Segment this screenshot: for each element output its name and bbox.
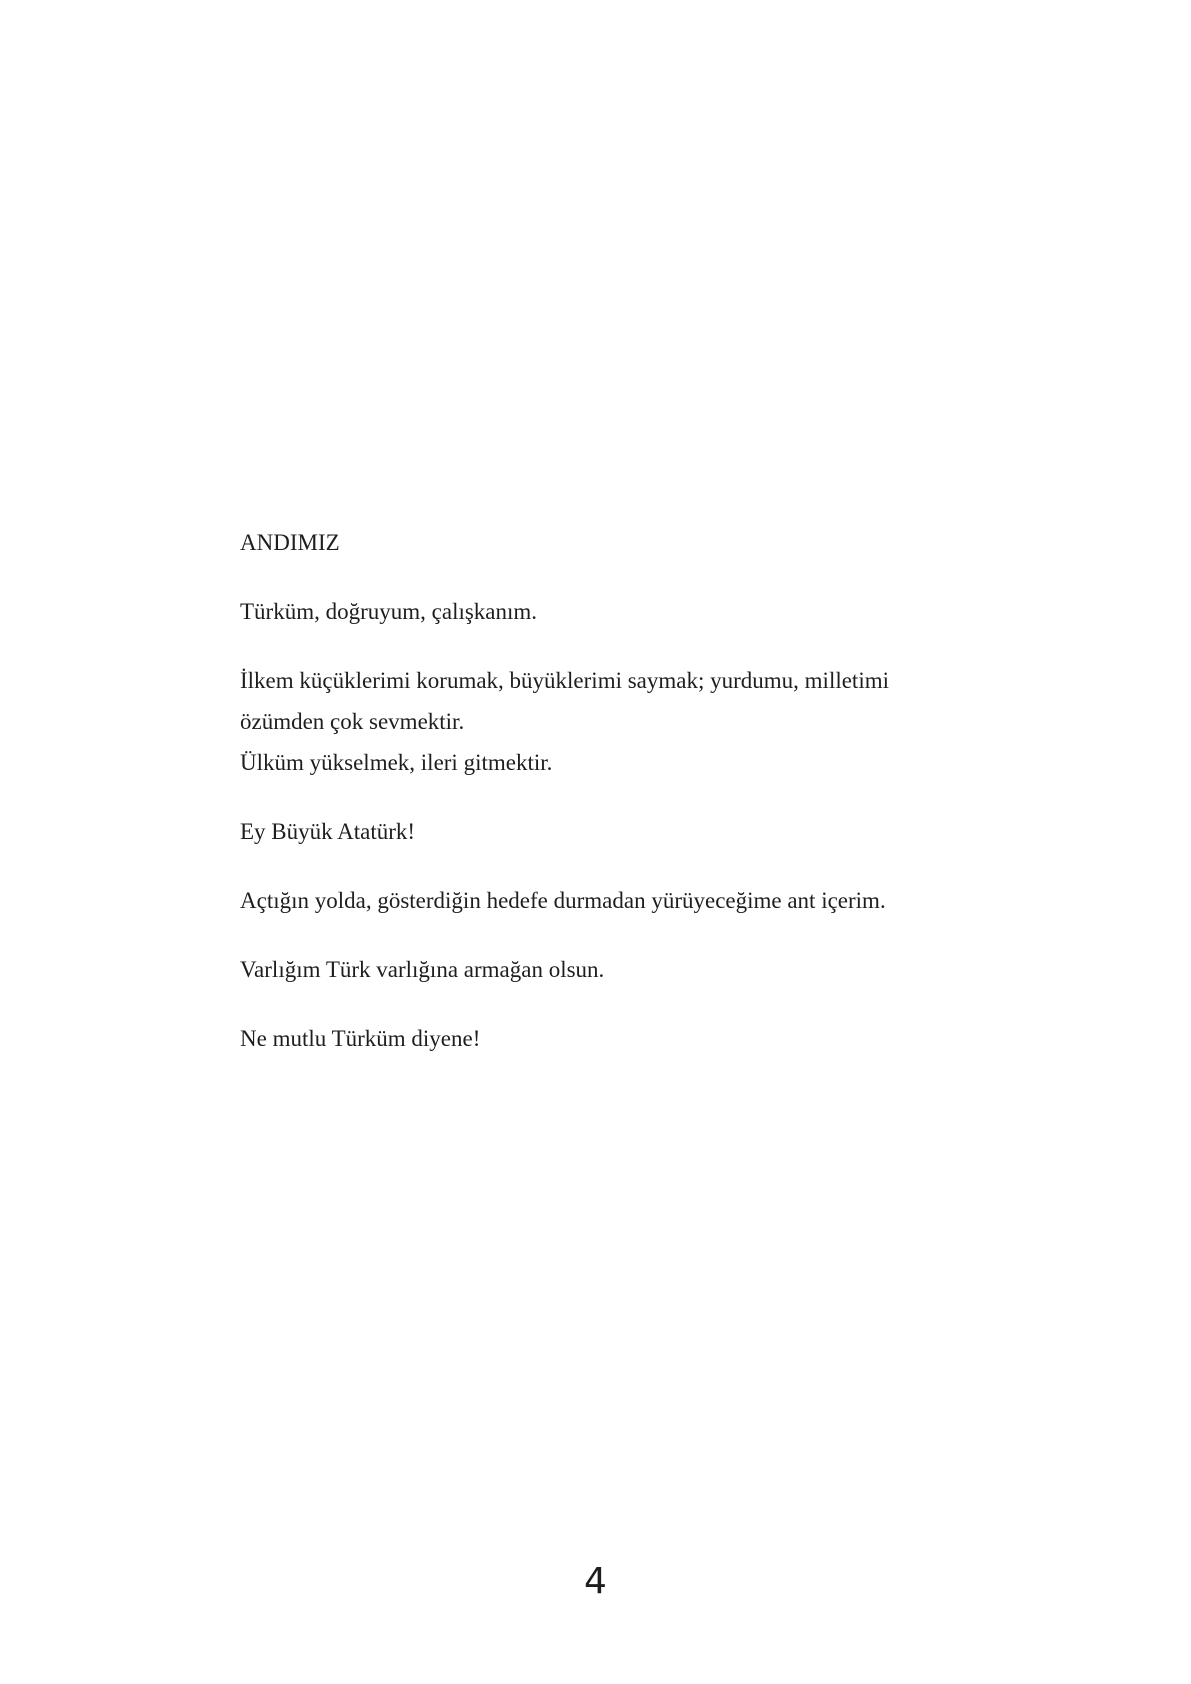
text-line: Ne mutlu Türküm diyene! bbox=[240, 1026, 481, 1051]
text-line: Açtığın yolda, gösterdiğin hedefe durmadan yürüyeceğime ant içerim. bbox=[240, 888, 886, 913]
text-line: Türküm, doğruyum, çalışkanım. bbox=[240, 599, 538, 624]
text-line: Varlığım Türk varlığına armağan olsun. bbox=[240, 957, 605, 982]
paragraph-4 bbox=[240, 880, 1000, 921]
document-title bbox=[240, 522, 1000, 563]
paragraph-2 bbox=[240, 660, 1000, 783]
title-line: ANDIMIZ bbox=[240, 530, 340, 555]
paragraph-1 bbox=[240, 591, 1000, 632]
paragraph-6 bbox=[240, 1018, 1000, 1059]
text-line: Ey Büyük Atatürk! bbox=[240, 819, 416, 844]
oath-text bbox=[240, 522, 1000, 1059]
paragraph-3 bbox=[240, 811, 1000, 852]
paragraph-5 bbox=[240, 949, 1000, 990]
text-line: Ülküm yükselmek, ileri gitmektir. bbox=[240, 750, 553, 775]
text-line: özümden çok sevmektir. bbox=[240, 709, 465, 734]
page-number: 4 bbox=[584, 1561, 607, 1602]
text-line: İlkem küçüklerimi korumak, büyüklerimi saymak; yurdumu, milletimi bbox=[240, 668, 889, 693]
